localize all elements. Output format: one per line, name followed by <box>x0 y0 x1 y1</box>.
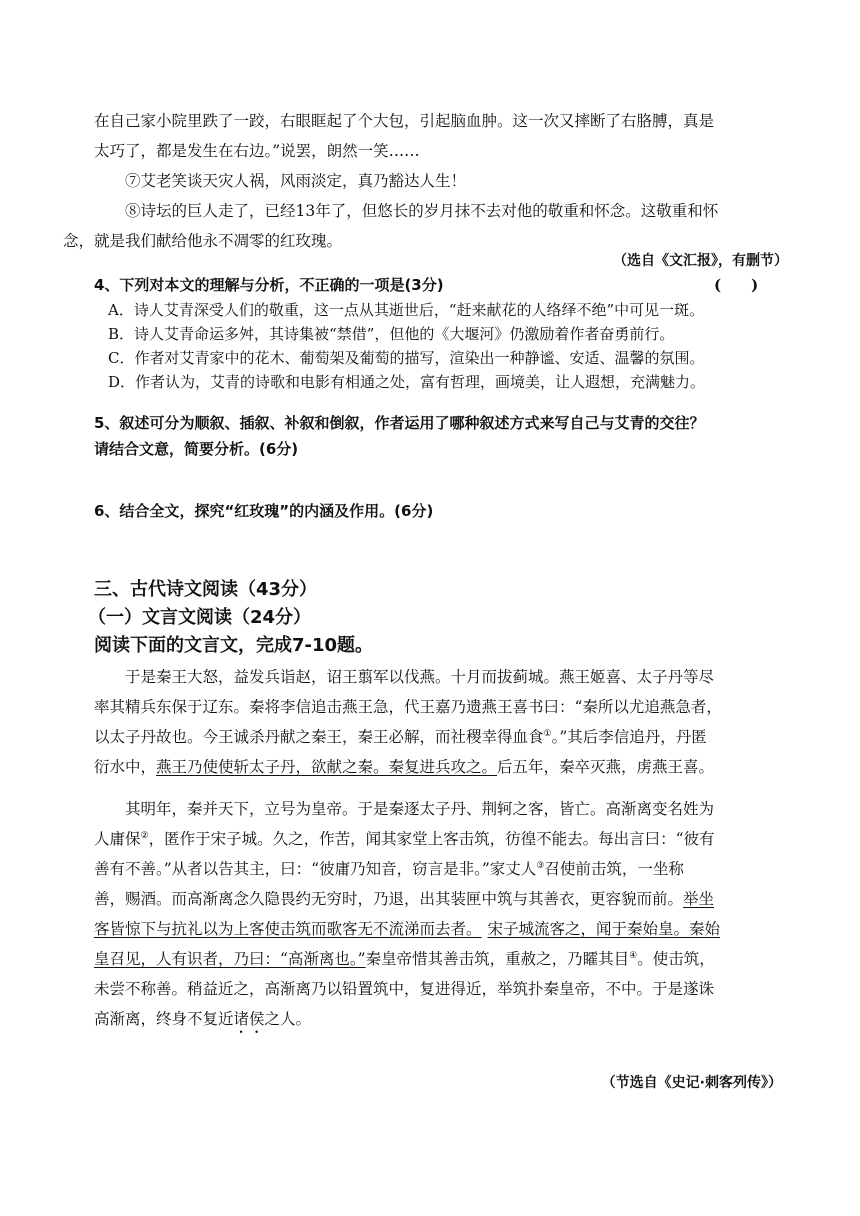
essay-paragraph-7: ⑦艾老笑谈天灾人祸，风雨淡定，真乃豁达人生！ <box>125 172 467 190</box>
text-line: 念，就是我们献给他永不凋零的红玫瑰。 <box>63 232 343 250</box>
classical-paragraph-2 <box>94 794 790 1037</box>
answer-bracket: ( ) <box>714 276 759 294</box>
emphasized-word: 诸侯 <box>233 1010 265 1028</box>
underlined-sentence: 客皆惊下与抗礼以为上客使击筑而歌客无不流涕而去者。 <box>94 920 482 938</box>
text-line: 以太子丹故也。今王诚杀丹献之秦王，秦王必解，而社稷幸得血食①。”其后李信追丹，丹匿 <box>94 728 707 746</box>
text-line: 率其精兵东保于辽东。秦将李信追击燕王急，代王嘉乃遗燕王喜书曰：“秦所以尤追燕急者， <box>94 698 722 716</box>
text-line: 太巧了，都是发生在右边。”说罢，朗然一笑…… <box>94 142 420 160</box>
underlined-sentence: 皇召见，人有识者，乃曰：“高渐离也。” <box>94 950 366 968</box>
text-line: 其明年，秦并天下，立号为皇帝。于是秦逐太子丹、荆轲之客，皆亡。高渐离变名姓为 <box>125 800 715 818</box>
q4-option-b: B．诗人艾青命运多舛，其诗集被“禁借”，但他的《大堰河》仍激励着作者奋勇前行。 <box>108 325 675 343</box>
essay-paragraph-8 <box>63 196 790 256</box>
q4-option-a: A．诗人艾青深受人们的敬重，这一点从其逝世后，“赶来献花的人络绎不绝”中可见一斑。 <box>108 301 705 319</box>
text-line: 于是秦王大怒，益发兵诣赵，诏王翦军以伐燕。十月而拔蓟城。燕王姬喜、太子丹等尽 <box>125 668 715 686</box>
footnote-marker: ① <box>543 728 552 739</box>
text-line: 5、叙述可分为顺叙、插叙、补叙和倒叙，作者运用了哪种叙述方式来写自己与艾青的交往？ <box>94 414 705 432</box>
classical-paragraph-1 <box>94 662 790 782</box>
text-line: ⑧诗坛的巨人走了，已经13年了，但悠长的岁月抹不去对他的敬重和怀念。这敬重和怀 <box>125 202 719 220</box>
text-line: 衍水中，燕王乃使使斩太子丹，欲献之秦。秦复进兵攻之。后五年，秦卒灭燕，虏燕王喜。 <box>94 758 715 776</box>
essay-source: （选自《文汇报》，有删节） <box>613 253 788 269</box>
text-line: 未尝不称善。稍益近之，高渐离乃以铅置筑中，复进得近，举筑扑秦皇帝，不中。于是遂诛 <box>94 980 715 998</box>
text-line: 皇召见，人有识者，乃曰：“高渐离也。”秦皇帝惜其善击筑，重赦之，乃矐其目④。使击筑， <box>94 950 715 968</box>
essay-paragraph-6 <box>94 106 790 166</box>
footnote-marker: ② <box>140 830 149 841</box>
text-line: 在自己家小院里跌了一跤，右眼眶起了个大包，引起脑血肿。这一次又摔断了右胳膊，真是 <box>94 112 715 130</box>
footnote-marker: ④ <box>629 950 638 961</box>
text-line: 请结合文意，简要分析。(6分) <box>94 440 299 458</box>
question-5 <box>94 410 794 462</box>
text-line: 人庸保②，匿作于宋子城。久之，作苦，闻其家堂上客击筑，彷徨不能去。每出言曰：“彼有 <box>94 830 715 848</box>
footnote-marker: ③ <box>536 860 545 871</box>
underlined-sentence: 举坐 <box>683 890 715 908</box>
classical-source: （节选自《史记·刺客列传》） <box>601 1075 782 1091</box>
question-4-stem: 4、下列对本文的理解与分析，不正确的一项是(3分) <box>94 276 444 294</box>
section-title: 三、古代诗文阅读（43分） <box>94 579 318 600</box>
underlined-sentence: 燕王乃使使斩太子丹，欲献之秦。秦复进兵攻之。 <box>156 758 498 776</box>
q4-option-d: D．作者认为，艾青的诗歌和电影有相通之处，富有哲理，画境美，让人遐想，充满魅力。 <box>108 373 706 391</box>
text-line: 善有不善。”从者以告其主，曰：“彼庸乃知音，窃言是非。”家丈人③召使前击筑，一坐称 <box>94 860 684 878</box>
underlined-sentence: 秦始 <box>689 920 721 938</box>
reading-instruction: 阅读下面的文言文，完成7-10题。 <box>94 635 374 656</box>
underlined-sentence: 宋子城流客之，闻于秦始皇。 <box>487 920 690 938</box>
q4-option-c: C．作者对艾青家中的花木、葡萄架及葡萄的描写，渲染出一种静谧、安适、温馨的氛围。 <box>108 349 705 367</box>
question-6: 6、结合全文，探究“红玫瑰”的内涵及作用。(6分) <box>94 502 434 520</box>
text-line: 善，赐酒。而高渐离念久隐畏约无穷时，乃退，出其装匣中筑与其善衣，更容貌而前。举坐 <box>94 890 715 908</box>
text-line <box>94 914 790 944</box>
text-line: 高渐离，终身不复近诸侯之人。 <box>94 1010 312 1028</box>
subsection-title: （一）文言文阅读（24分） <box>88 607 312 628</box>
